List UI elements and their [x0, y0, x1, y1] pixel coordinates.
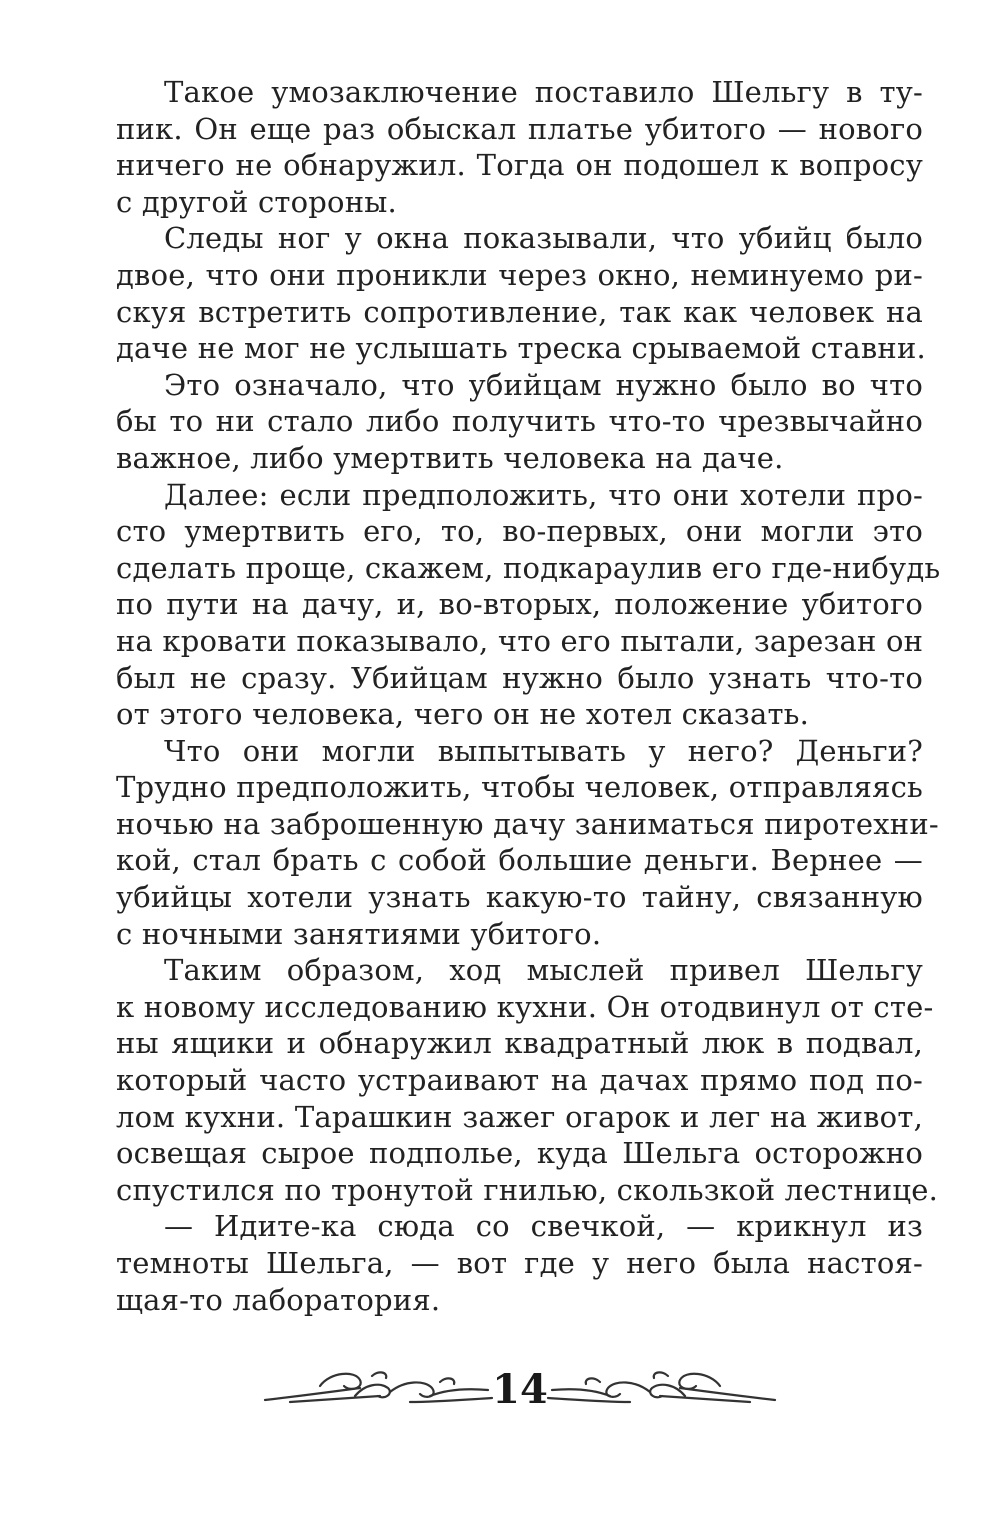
- text-line: бы то ни стало либо получить что-то чрезвычайно: [116, 404, 923, 439]
- text-line: лом кухни. Тарашкин зажег огарок и лег на живот,: [116, 1099, 923, 1134]
- text-line: ны ящики и обнаружил квадратный люк в подвал,: [116, 1026, 923, 1061]
- text-line: сто умертвить его, то, во-первых, они могли это: [116, 514, 923, 549]
- text-line: с ночными занятиями убитого.: [116, 916, 602, 951]
- paragraph: [116, 733, 939, 953]
- text-line: освещая сырое подполье, куда Шельга осторожно: [116, 1136, 923, 1171]
- text-line: Трудно предположить, чтобы человек, отправляясь: [116, 770, 923, 805]
- text-line: сделать проще, скажем, подкараулив его где-нибудь: [116, 550, 941, 585]
- text-line: даче не мог не услышать треска срываемой ставни.: [116, 331, 926, 366]
- paragraph: [116, 1208, 923, 1318]
- text-line: Следы ног у окна показывали, что убийц было: [164, 221, 923, 256]
- decorative-flourish-icon: [540, 1366, 780, 1412]
- paragraph: [116, 952, 939, 1208]
- body-text: [116, 74, 941, 1318]
- text-line: который часто устраивают на дачах прямо под по-: [116, 1063, 923, 1098]
- decorative-flourish-icon: [260, 1366, 500, 1412]
- text-line: Это означало, что убийцам нужно было во что: [164, 367, 923, 402]
- text-line: скуя встретить сопротивление, так как человек на: [116, 294, 923, 329]
- text-line: двое, что они проникли через окно, неминуемо ри-: [116, 257, 923, 292]
- text-line: кой, стал брать с собой большие деньги. Вернее —: [116, 843, 923, 878]
- paragraph: [116, 74, 923, 220]
- text-line: от этого человека, чего он не хотел сказать.: [116, 697, 810, 732]
- text-line: пик. Он еще раз обыскал платье убитого — нового: [116, 111, 923, 146]
- text-line: щая-то лаборатория.: [116, 1282, 441, 1317]
- text-line: был не сразу. Убийцам нужно было узнать что-то: [116, 660, 923, 695]
- paragraph: [116, 367, 923, 477]
- text-line: важное, либо умертвить человека на даче.: [116, 440, 784, 475]
- text-line: Таким образом, ход мыслей привел Шельгу: [164, 953, 923, 988]
- text-line: по пути на дачу, и, во-вторых, положение убитого: [116, 587, 923, 622]
- text-line: ничего не обнаружил. Тогда он подошел к вопросу: [116, 148, 923, 183]
- page-number: 14: [492, 1366, 548, 1413]
- page-footer: [230, 1360, 790, 1420]
- paragraph: [116, 220, 926, 366]
- text-line: темноты Шельга, — вот где у него была настоя-: [116, 1246, 923, 1280]
- text-line: Такое умозаключение поставило Шельгу в ту-: [164, 75, 923, 109]
- text-line: Что они могли выпытывать у него? Деньги?: [164, 733, 923, 768]
- text-line: ночью на заброшенную дачу заниматься пиротехни-: [116, 806, 939, 841]
- text-line: Далее: если предположить, что они хотели про-: [164, 477, 923, 512]
- text-line: убийцы хотели узнать какую-то тайну, связанную: [116, 880, 923, 915]
- text-line: — Идите-ка сюда со свечкой, — крикнул из: [164, 1209, 923, 1244]
- text-line: к новому исследованию кухни. Он отодвинул от сте-: [116, 989, 934, 1024]
- paragraph: [116, 477, 941, 733]
- text-line: на кровати показывало, что его пытали, зарезан он: [116, 623, 924, 658]
- text-line: спустился по тронутой гнилью, скользкой лестнице.: [116, 1172, 939, 1207]
- text-line: с другой стороны.: [116, 184, 397, 219]
